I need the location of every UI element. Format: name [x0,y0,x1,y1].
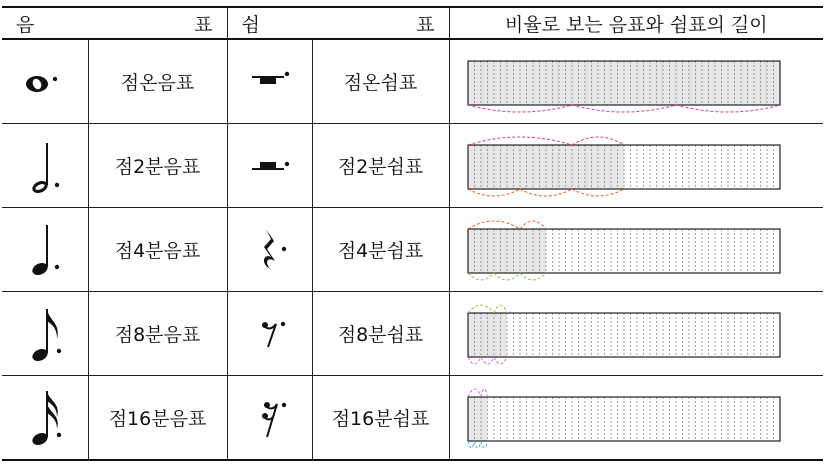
duration-fill [468,397,488,441]
ratio-bar-chart [450,40,824,123]
ratio-bar-cell [449,292,823,376]
rest-name: 점4분쉼표 [312,208,449,292]
dotted-whole-rest-icon [240,52,300,112]
sub-beat-arc [572,105,676,112]
dotted-half-rest-icon [240,136,300,196]
dotted-eighth-rest-icon [240,299,300,369]
rest-header [227,7,449,39]
dotted-eighth-note-icon [15,299,75,369]
rest-name: 점온쉼표 [312,39,449,124]
ratio-bar-cell [449,124,823,208]
ratio-bar-cell [449,376,823,461]
rest-symbol-cell [227,39,312,124]
note-name: 점4분음표 [88,208,227,292]
sub-beat-arc [468,357,481,364]
rest-name: 점2분쉼표 [312,124,449,208]
dotted-sixteenth-rest-icon [240,383,300,453]
beat-arc [468,389,481,397]
note-rest-table [2,6,823,461]
sub-beat-arc [468,273,494,280]
header-row [2,7,823,39]
sub-beat-arc [520,273,546,280]
dotted-quarter-note-icon [15,215,75,285]
sub-beat-arc [468,441,475,448]
sub-beat-arc [481,357,494,364]
note-name: 점온음표 [88,39,227,124]
sub-beat-arc [494,273,520,280]
sub-beat-arc [572,189,624,196]
ratio-bar-chart [450,124,824,207]
dotted-quarter-rest-icon [240,215,300,285]
rest-header-left: 쉼 [241,13,260,36]
rest-name: 점16분쉼표 [312,376,449,461]
note-name: 점8분음표 [88,292,227,376]
note-header-right: 표 [194,13,213,36]
rest-symbol-cell [227,292,312,376]
sub-beat-arc [468,105,572,112]
table-row [2,208,823,292]
ratio-bar-chart [450,292,824,375]
beat-arc [468,305,494,313]
note-symbol-cell [2,39,88,124]
note-name: 점2분음표 [88,124,227,208]
sub-beat-arc [468,189,520,196]
ratio-bar-cell [449,39,823,124]
table-row [2,292,823,376]
ratio-bar-chart [450,376,824,459]
note-header-left: 음 [16,13,35,36]
ratio-header: 비율로 보는 음표와 쉼표의 길이 [449,7,823,39]
dot-arc [494,305,507,313]
rest-symbol-cell [227,208,312,292]
table-row [2,124,823,208]
dot-arc [572,137,624,145]
sub-beat-arc [474,441,481,448]
note-header [2,7,227,39]
ratio-bar-cell [449,208,823,292]
note-symbol-cell [2,376,88,461]
sub-beat-arc [520,189,572,196]
sub-beat-arc [494,357,507,364]
table-row [2,39,823,124]
ratio-bar-chart [450,208,824,291]
rest-header-right: 표 [416,13,435,36]
dot-arc [481,389,488,397]
note-symbol-cell [2,208,88,292]
rest-name: 점8분쉼표 [312,292,449,376]
dotted-sixteenth-note-icon [15,383,75,453]
note-symbol-cell [2,292,88,376]
dotted-half-note-icon [15,131,75,201]
rest-symbol-cell [227,376,312,461]
dot-arc [520,221,546,229]
note-name: 점16분음표 [88,376,227,461]
beat-arc [468,221,520,229]
dotted-whole-note-icon [15,52,75,112]
note-symbol-cell [2,124,88,208]
rest-symbol-cell [227,124,312,208]
sub-beat-arc [676,105,780,112]
table-row [2,376,823,461]
sub-beat-arc [481,441,488,448]
beat-arc [468,137,572,145]
